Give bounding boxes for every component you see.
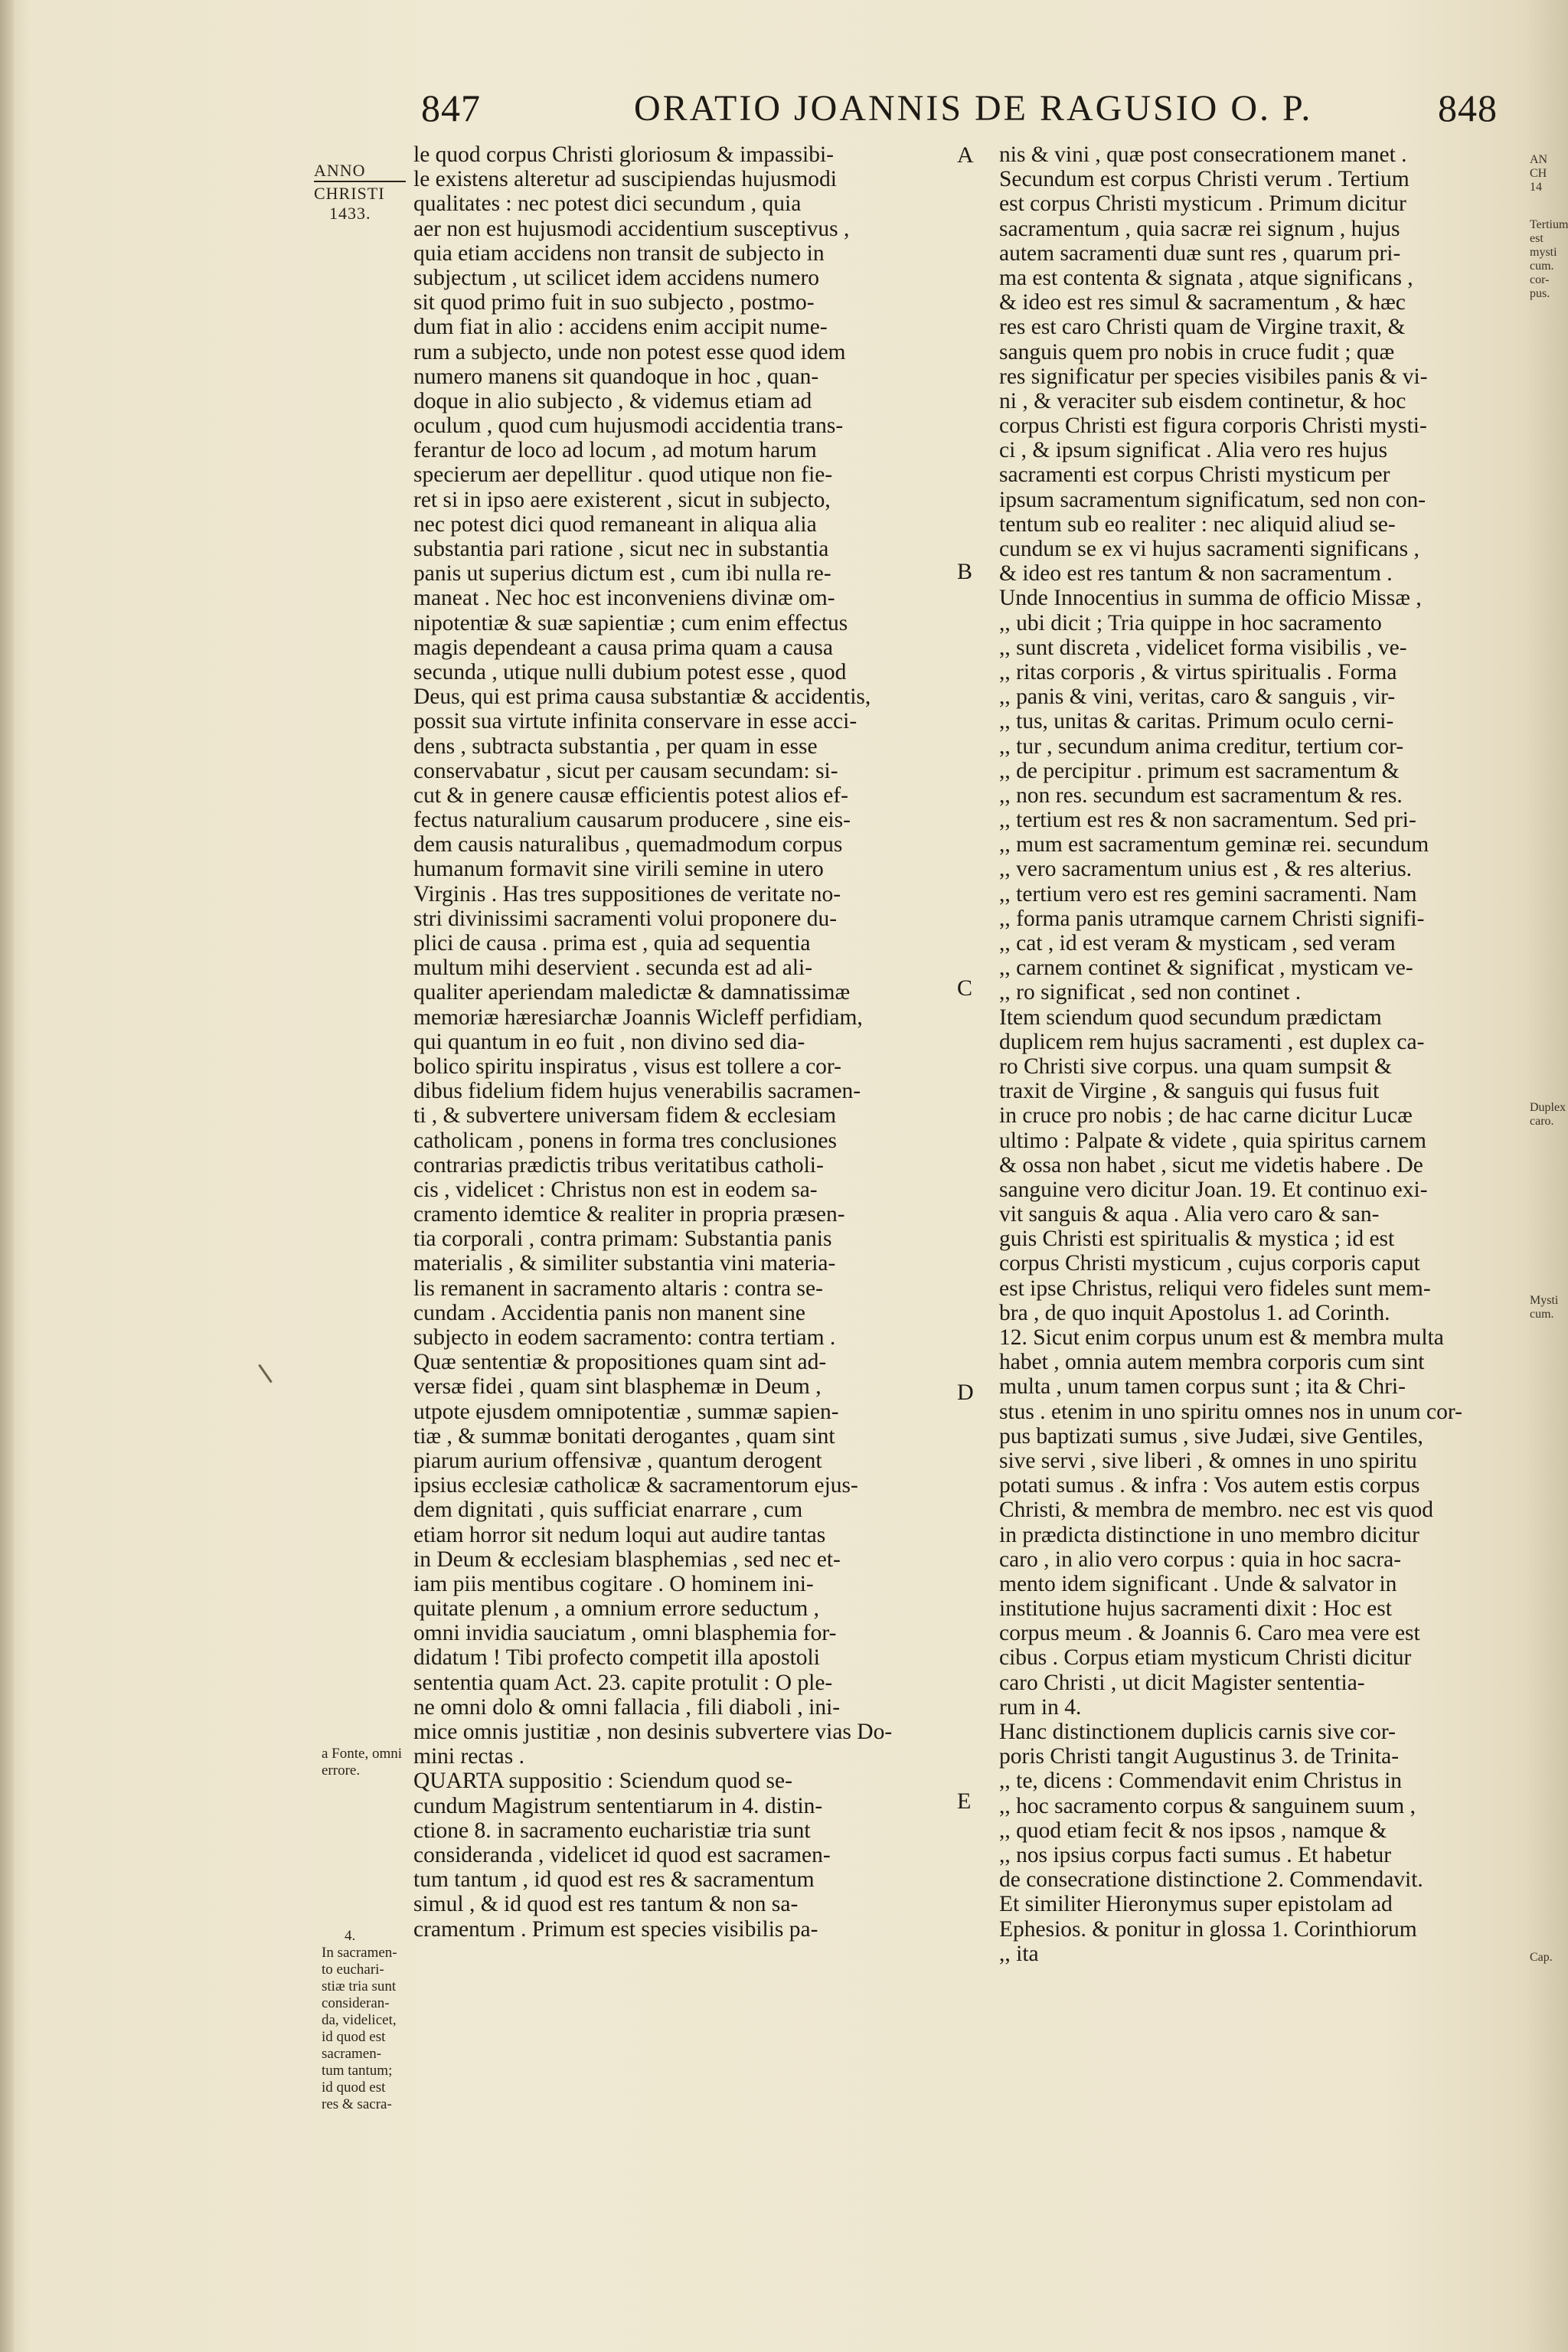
right-text-column xyxy=(999,142,1527,1966)
text-line: sacramentum , quia sacræ rei signum , hujus xyxy=(999,216,1400,241)
right-edge-note-line: caro. xyxy=(1530,1115,1554,1128)
text-line: mini rectas . xyxy=(413,1744,524,1769)
right-edge-note-line: cum. xyxy=(1530,1308,1554,1321)
text-line: ,, quod etiam fecit & nos ipsos , namque & xyxy=(999,1818,1387,1843)
text-line: qui quantum in eo fuit , non divino sed dia- xyxy=(413,1029,805,1054)
text-line: Deus, qui est prima causa substantiæ & accidentis, xyxy=(413,684,871,710)
marginal-note-4-line: 4. xyxy=(345,1928,356,1944)
section-letter-e: E xyxy=(957,1788,972,1814)
marginal-note-a-line: errore. xyxy=(322,1762,361,1779)
text-line: qualiter aperiendam maledictæ & damnatissimæ xyxy=(413,980,851,1005)
text-line: habet , omnia autem membra corporis cum sint xyxy=(999,1350,1425,1375)
section-letter-d: D xyxy=(957,1380,974,1405)
text-line: simul , & id quod est res tantum & non sa- xyxy=(413,1892,799,1917)
text-line: res est caro Christi quam de Virgine traxit, & xyxy=(999,315,1406,340)
text-line: doque in alio subjecto , & videmus etiam ad xyxy=(413,388,812,413)
text-line: piarum aurium offensivæ , quantum derogent xyxy=(413,1448,822,1473)
text-line: ,, vero sacramentum unius est , & res alterius. xyxy=(999,857,1413,882)
text-line: corpus Christi mysticum , cujus corporis caput xyxy=(999,1251,1420,1276)
right-edge-note-line: cor- xyxy=(1530,273,1550,286)
text-line: dem causis naturalibus , quemadmodum corpus xyxy=(413,832,843,858)
right-edge-note-line: pus. xyxy=(1530,287,1550,300)
text-line: aer non est hujusmodi accidentium susceptivus , xyxy=(413,216,850,241)
right-edge-note-line: 14 xyxy=(1530,181,1542,194)
right-edge-note-top xyxy=(1530,153,1568,194)
text-line: sit quod primo fuit in suo subjecto , postmo- xyxy=(413,290,815,315)
marginal-note-a-line: a Fonte, omni xyxy=(322,1746,403,1762)
text-line: cundum se ex vi hujus sacramenti significans , xyxy=(999,537,1419,561)
text-line: ,, ubi dicit ; Tria quippe in hoc sacramento xyxy=(999,610,1382,635)
text-line: & ossa non habet , sicut me videtis habere . De xyxy=(999,1152,1423,1178)
text-line: mento idem significant . Unde & salvator in xyxy=(999,1571,1397,1596)
text-line: in prædicta distinctione in uno membro dicitur xyxy=(999,1522,1419,1547)
right-edge-note-line: CH xyxy=(1530,167,1547,180)
marginal-note-4-line: In sacramen- xyxy=(322,1945,397,1961)
text-line: conservabatur , sicut per causam secundam: si- xyxy=(413,758,838,783)
text-line: tiæ , & summæ bonitati derogantes , quam sint xyxy=(413,1423,835,1449)
text-line: ipsius ecclesiæ catholicæ & sacramentorum ejus- xyxy=(413,1473,858,1498)
text-line: sacramenti est corpus Christi mysticum per xyxy=(999,462,1390,488)
text-line: de consecratione distinctione 2. Commendavit. xyxy=(999,1867,1423,1893)
text-line: le existens alteretur ad suscipiendas hujusmodi xyxy=(413,167,837,192)
page-number-left: 847 xyxy=(421,87,481,129)
text-line: consideranda , videlicet id quod est sacramen- xyxy=(413,1842,831,1867)
left-text-column xyxy=(413,142,940,1942)
running-header xyxy=(0,86,1568,139)
text-line: possit sua virtute infinita conservare in esse acci- xyxy=(413,709,858,734)
text-line: corpus meum . & Joannis 6. Caro mea vere est xyxy=(999,1621,1420,1646)
text-line: Christi, & membra de membro. nec est vis quod xyxy=(999,1498,1433,1523)
text-line: ,, tus, unitas & caritas. Primum oculo cerni- xyxy=(999,709,1394,734)
text-line: rum a subjecto, unde non potest esse quod idem xyxy=(413,339,846,364)
marginal-note-4-line: sacramen- xyxy=(322,2046,382,2062)
text-line: rum in 4. xyxy=(999,1694,1082,1720)
text-line: omni invidia sauciatum , omni blasphemia for- xyxy=(413,1621,837,1646)
text-line: mice omnis justitiæ , non desinis subvertere vias Do- xyxy=(413,1720,893,1744)
text-line: ferantur de loco ad locum , ad motum harum xyxy=(413,438,817,463)
text-line: Unde Innocentius in summa de officio Missæ , xyxy=(999,586,1422,611)
text-line: & ideo est res tantum & non sacramentum . xyxy=(999,561,1393,586)
right-edge-note-4 xyxy=(1530,1951,1568,1965)
text-line: memoriæ hæresiarchæ Joannis Wicleff perfidiam, xyxy=(413,1004,863,1030)
text-line: cut & in genere causæ efficientis potest alios ef- xyxy=(413,782,848,808)
text-line: ne omni dolo & omni fallacia , fili diaboli , ini- xyxy=(413,1694,841,1720)
text-line: tentum sub eo realiter : nec aliquid aliud se- xyxy=(999,511,1396,537)
text-line: contrarias prædictis tribus veritatibus catholi- xyxy=(413,1152,824,1178)
text-line: nipotentiæ & suæ sapientiæ ; cum enim effectus xyxy=(413,610,848,635)
text-line: sanguis quem pro nobis in cruce fudit ; quæ xyxy=(999,339,1395,364)
text-line: plici de causa . prima est , quia ad sequentia xyxy=(413,931,811,956)
text-line: traxit de Virgine , & sanguis qui fusus fuit xyxy=(999,1079,1380,1104)
text-line: dens , subtracta substantia , per quam in esse xyxy=(413,733,818,759)
text-line: specierum aer depellitur . quod utique non fie- xyxy=(413,462,833,488)
marginal-note-4-line: to euchari- xyxy=(322,1962,384,1978)
text-line: cramentum . Primum est species visibilis pa- xyxy=(413,1916,818,1942)
text-line: Quæ sententiæ & propositiones quam sint ad- xyxy=(413,1350,827,1375)
text-line: quia etiam accidens non transit de subjecto in xyxy=(413,240,825,266)
text-line: caro Christi , ut dicit Magister sententia- xyxy=(999,1670,1365,1695)
text-line: utpote ejusdem omnipotentiæ , summæ sapien- xyxy=(413,1399,839,1424)
text-line: humanum formavit sine virili semine in utero xyxy=(413,857,824,882)
text-line: ro Christi sive corpus. una quam sumpsit & xyxy=(999,1054,1392,1079)
text-line: ni , & veraciter sub eisdem continetur, & hoc xyxy=(999,388,1406,413)
text-line: ma est contenta & signata , atque significans , xyxy=(999,265,1413,290)
text-line: cramento idemtice & realiter in propria præsen- xyxy=(413,1202,845,1227)
text-line: subjecto in eodem sacramento: contra tertiam . xyxy=(413,1325,836,1350)
text-line: multa , unum tamen corpus sunt ; ita & Chri- xyxy=(999,1374,1406,1400)
text-line: ,, hoc sacramento corpus & sanguinem suum , xyxy=(999,1793,1416,1818)
text-line: bra , de quo inquit Apostolus 1. ad Corinth. xyxy=(999,1300,1390,1325)
text-line: ,, ita xyxy=(999,1941,1039,1966)
text-line: Virginis . Has tres suppositiones de veritate no- xyxy=(413,881,841,906)
text-line: ultimo : Palpate & videte , quia spiritus carnem xyxy=(999,1128,1426,1153)
text-line: ,, de percipitur . primum est sacramentum & xyxy=(999,758,1400,783)
text-line: corpus Christi est figura corporis Christi mysti- xyxy=(999,413,1427,439)
text-line: pus baptizati sumus , sive Judæi, sive Gentiles, xyxy=(999,1423,1423,1449)
text-line: est corpus Christi mysticum . Primum dicitur xyxy=(999,191,1406,217)
text-line: tum tantum , id quod est res & sacramentum xyxy=(413,1867,815,1893)
text-line: ,, tertium est res & non sacramentum. Sed pri- xyxy=(999,808,1416,833)
text-line: panis ut superius dictum est , cum ibi nulla re- xyxy=(413,561,831,586)
text-line: cibus . Corpus etiam mysticum Christi dicitur xyxy=(999,1645,1412,1671)
text-line: Item sciendum quod secundum prædictam xyxy=(999,1004,1382,1030)
text-line: quitate plenum , a omnium errore seductum , xyxy=(413,1596,820,1622)
text-line: res significatur per species visibiles panis & vi- xyxy=(999,364,1428,389)
text-line: nis & vini , quæ post consecrationem manet . xyxy=(999,142,1407,167)
page-gutter xyxy=(0,0,14,2352)
right-edge-note-line: est xyxy=(1530,232,1544,245)
text-line: ti , & subvertere universam fidem & ecclesiam xyxy=(413,1103,837,1129)
text-line: ,, te, dicens : Commendavit enim Christus in xyxy=(999,1769,1403,1794)
text-line: iam piis mentibus cogitare . O hominem ini- xyxy=(413,1571,814,1596)
text-line: guis Christi est spiritualis & mystica ; id est xyxy=(999,1227,1395,1252)
right-edge-note-1 xyxy=(1530,218,1568,301)
text-line: dum fiat in alio : accidens enim accipit nume- xyxy=(413,315,828,340)
text-line: QUARTA suppositio : Sciendum quod se- xyxy=(413,1769,792,1794)
section-letter-a: A xyxy=(957,142,974,168)
text-line: materialis , & similiter substantia vini materia- xyxy=(413,1251,836,1276)
text-line: ,, nos ipsius corpus facti sumus . Et habetur xyxy=(999,1842,1392,1867)
text-line: ipsum sacramentum significatum, sed non con- xyxy=(999,487,1426,512)
section-letter-c: C xyxy=(957,975,973,1001)
right-edge-note-line: AN xyxy=(1530,153,1548,166)
christi-label: CHRISTI xyxy=(314,184,385,203)
text-line: dibus fidelium fidem hujus venerabilis sacramen- xyxy=(413,1079,861,1104)
text-line: ,, tertium vero est res gemini sacramenti. Nam xyxy=(999,881,1417,906)
text-line: ,, mum est sacramentum geminæ rei. secundum xyxy=(999,832,1429,858)
text-line: cis , videlicet : Christus non est in eodem sa- xyxy=(413,1177,818,1202)
text-line: substantia pari ratione , sicut nec in substantia xyxy=(413,537,829,561)
text-line: numero manens sit quandoque in hoc , quan- xyxy=(413,364,819,389)
marginal-note-4-line: tum tantum; xyxy=(322,2063,393,2079)
anno-label: ANNO xyxy=(314,161,366,180)
text-line: cundam . Accidentia panis non manent sine xyxy=(413,1300,806,1325)
text-line: autem sacramenti duæ sunt res , quarum pri- xyxy=(999,240,1401,266)
text-line: secunda , utique nulli dubium potest esse , quod xyxy=(413,659,847,684)
marginal-note-4-line: consideran- xyxy=(322,1995,390,2011)
text-line: subjectum , ut scilicet idem accidens numero xyxy=(413,265,820,290)
text-line: bolico spiritu inspiratus , visus est tollere a cor- xyxy=(413,1054,841,1079)
marginal-note-a xyxy=(322,1746,402,1779)
text-line: sive servi , sive liberi , & omnes in uno spiritu xyxy=(999,1448,1417,1473)
right-edge-note-line: Mysti xyxy=(1530,1294,1559,1307)
text-line: ,, ritas corporis , & virtus spiritualis . Forma xyxy=(999,659,1397,684)
right-edge-note-line: Duplex xyxy=(1530,1101,1566,1114)
text-line: & ideo est res simul & sacramentum , & hæc xyxy=(999,290,1406,315)
text-line: ,, forma panis utramque carnem Christi signifi- xyxy=(999,906,1425,931)
text-line: Et similiter Hieronymus super epistolam ad xyxy=(999,1892,1393,1917)
text-line: etiam horror sit nedum loqui aut audire tantas xyxy=(413,1522,826,1547)
text-line: ret si in ipso aere existerent , sicut in subjecto, xyxy=(413,487,831,512)
year-marginal xyxy=(314,161,406,224)
text-line: ,, carnem continet & significat , mysticam ve- xyxy=(999,956,1413,981)
ink-mark xyxy=(258,1364,273,1383)
right-edge-note-line: Cap. xyxy=(1530,1951,1553,1964)
text-line: multum mihi deservient . secunda est ad ali- xyxy=(413,956,813,981)
marginal-note-4-line: stiæ tria sunt xyxy=(322,1978,397,1994)
text-line: fectus naturalium causarum producere , sine eis- xyxy=(413,808,851,833)
text-line: ci , & ipsum significat . Alia vero res hujus xyxy=(999,438,1388,463)
text-line: vit sanguis & aqua . Alia vero caro & san- xyxy=(999,1202,1380,1227)
text-line: dem dignitati , quis sufficiat enarrare , cum xyxy=(413,1498,803,1523)
right-edge-note-line: Tertium xyxy=(1530,218,1568,231)
year-label: 1433. xyxy=(329,204,371,223)
text-line: poris Christi tangit Augustinus 3. de Trinita- xyxy=(999,1744,1400,1769)
text-line: tia corporali , contra primam: Substantia panis xyxy=(413,1227,832,1252)
text-line: sententia quam Act. 23. capite protulit : O ple- xyxy=(413,1670,833,1695)
text-line: stri divinissimi sacramenti volui proponere du- xyxy=(413,906,838,931)
marginal-note-4-line: res & sacra- xyxy=(322,2096,392,2112)
text-line: ,, non res. secundum est sacramentum & res. xyxy=(999,782,1403,808)
text-line: Ephesios. & ponitur in glossa 1. Corinthiorum xyxy=(999,1916,1417,1942)
text-line: magis dependeant a causa prima quam a causa xyxy=(413,635,833,660)
section-letter-b: B xyxy=(957,559,973,584)
text-line: ,, sunt discreta , videlicet forma visibilis , ve- xyxy=(999,635,1407,660)
text-line: ,, ro significat , sed non continet . xyxy=(999,980,1302,1005)
text-line: catholicam , ponens in forma tres conclusiones xyxy=(413,1128,837,1153)
marginal-note-4 xyxy=(322,1928,412,2113)
right-edge-note-line: mysti xyxy=(1530,246,1557,259)
text-line: versæ fidei , quam sint blasphemæ in Deum , xyxy=(413,1374,822,1400)
running-title: ORATIO JOANNIS DE RAGUSIO O. P. xyxy=(634,88,1313,129)
text-line: potati sumus . & infra : Vos autem estis corpus xyxy=(999,1473,1420,1498)
right-edge-note-3 xyxy=(1530,1294,1568,1321)
text-line: oculum , quod cum hujusmodi accidentia trans- xyxy=(413,413,844,439)
text-line: ctione 8. in sacramento eucharistiæ tria sunt xyxy=(413,1818,811,1843)
text-line: ,, tur , secundum anima creditur, tertium cor- xyxy=(999,733,1404,759)
right-edge-note-line: cum. xyxy=(1530,260,1554,273)
text-line: lis remanent in sacramento altaris : contra se- xyxy=(413,1276,823,1301)
text-line: in cruce pro nobis ; de hac carne dicitur Lucæ xyxy=(999,1103,1413,1129)
text-line: 12. Sicut enim corpus unum est & membra multa xyxy=(999,1325,1444,1350)
text-line: Secundum est corpus Christi verum . Tertium xyxy=(999,167,1410,192)
text-line: institutione hujus sacramenti dixit : Hoc est xyxy=(999,1596,1392,1622)
anno-rule xyxy=(314,181,406,182)
text-line: est ipse Christus, reliqui vero fideles sunt mem- xyxy=(999,1276,1431,1301)
text-line: qualitates : nec potest dici secundum , quia xyxy=(413,191,802,217)
text-line: duplicem rem hujus sacramenti , est duplex ca- xyxy=(999,1029,1425,1054)
text-line: cundum Magistrum sententiarum in 4. distin- xyxy=(413,1793,823,1818)
page-number-right: 848 xyxy=(1438,87,1498,129)
marginal-note-4-line: id quod est xyxy=(322,2079,386,2096)
text-line: stus . etenim in uno spiritu omnes nos in unum cor- xyxy=(999,1399,1462,1424)
text-line: ,, cat , id est veram & mysticam , sed veram xyxy=(999,931,1396,956)
text-line: nec potest dici quod remaneant in aliqua alia xyxy=(413,511,817,537)
text-line: Hanc distinctionem duplicis carnis sive cor- xyxy=(999,1720,1396,1744)
text-line: sanguine vero dicitur Joan. 19. Et continuo exi- xyxy=(999,1177,1428,1202)
text-line: le quod corpus Christi gloriosum & impassibi- xyxy=(413,142,835,167)
text-line: caro , in alio vero corpus : quia in hoc sacra- xyxy=(999,1547,1402,1572)
marginal-note-4-line: da, videlicet, xyxy=(322,2012,397,2028)
text-line: in Deum & ecclesiam blasphemias , sed nec et- xyxy=(413,1547,841,1572)
text-line: ,, panis & vini, veritas, caro & sanguis , vir- xyxy=(999,684,1396,710)
right-edge-note-2 xyxy=(1530,1101,1568,1129)
text-line: didatum ! Tibi profecto competit illa apostoli xyxy=(413,1645,820,1671)
text-line: maneat . Nec hoc est inconveniens divinæ om- xyxy=(413,586,835,611)
marginal-note-4-line: id quod est xyxy=(322,2029,386,2045)
